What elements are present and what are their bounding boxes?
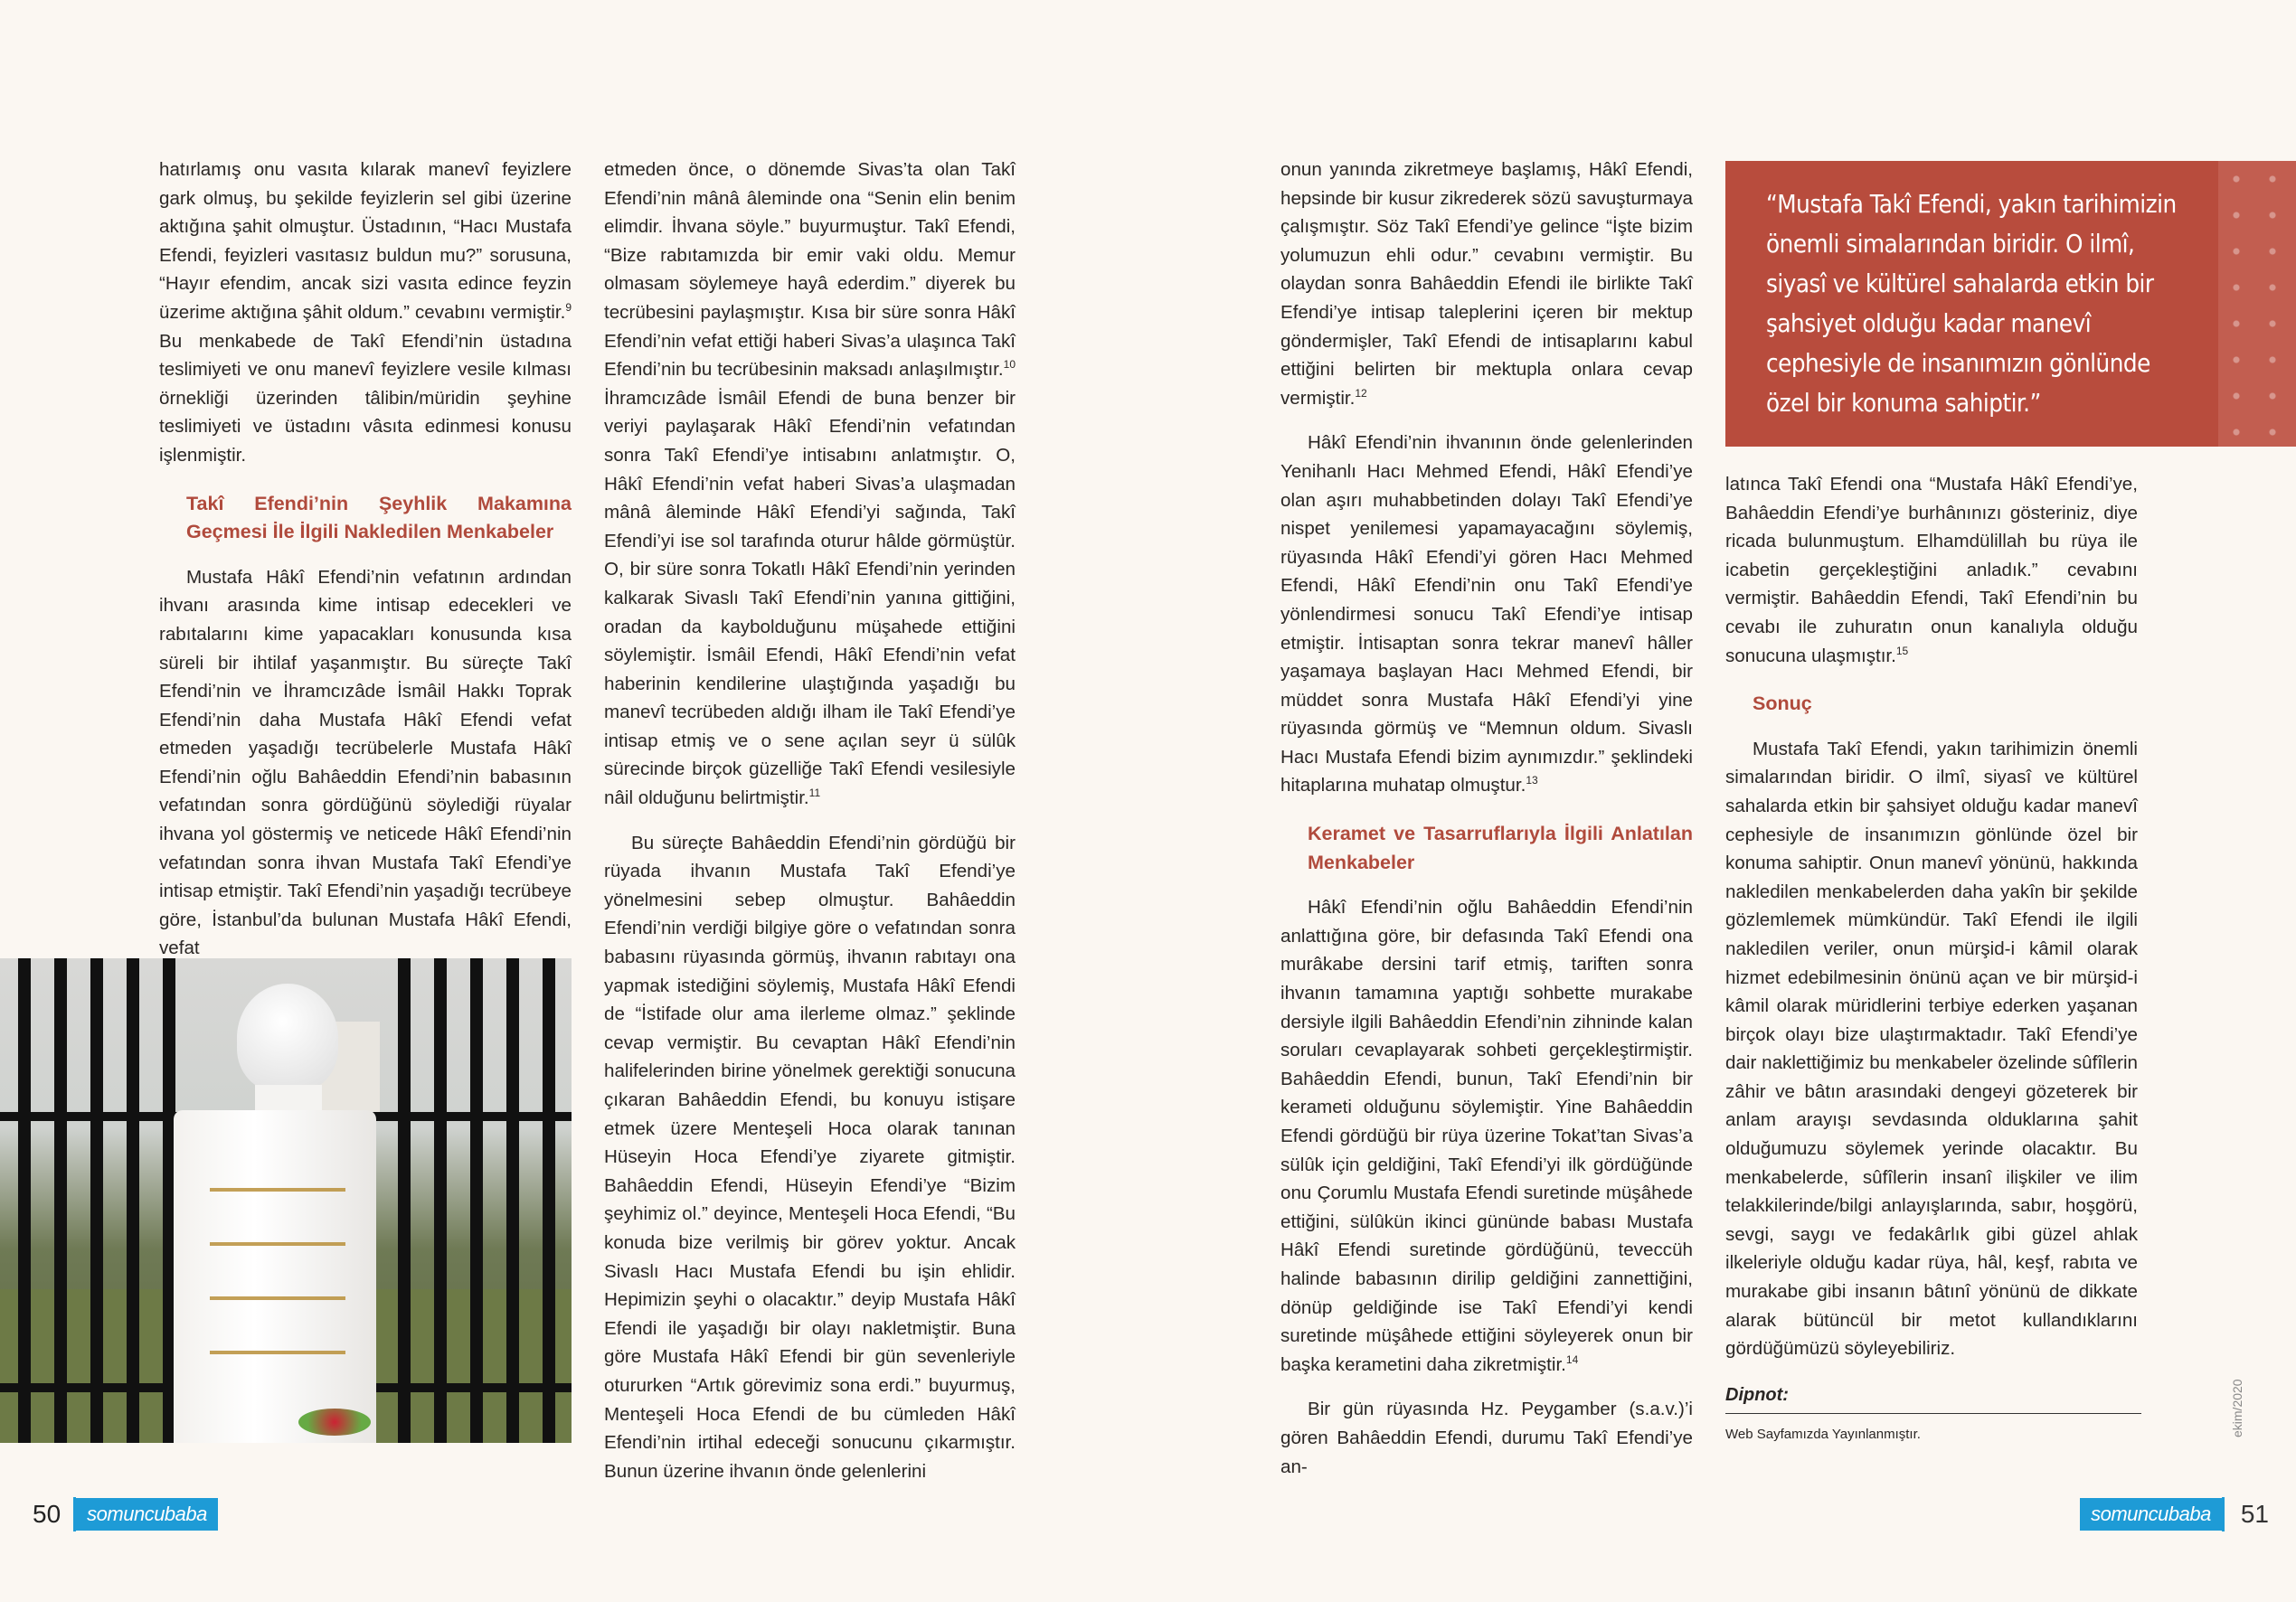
section-heading: Keramet ve Tasarruflarıyla İlgili Anlatılan Menkabeler (1308, 823, 1693, 873)
footnote-text: Web Sayfamızda Yayınlanmıştır. (1725, 1427, 1921, 1443)
folio-right (2080, 1497, 2296, 1531)
folio-left (0, 1497, 218, 1531)
paragraph: Mustafa Hâkî Efendi’nin vefatının ardından ihvanı arasında kime intisap edecekleri ve rabıtalarını kime yapacakları konusunda kısa süreli bir ihtilaf yaşanmıştır. Bu süreçte Takî Efendi’nin ve İhramcızâde İsmâil Hakkı Toprak Efendi’nin daha Mustafa Hâkî Efendi vefat etmeden yaşadığı tecrübelerle Mustafa Hâkî Efendi’nin oğlu Bahâeddin Efendi’nin babasının vefatından sonra gördüğünü söylediği rüyalar ihvana yol göstermiş ve neticede Hâkî Efendi’nin vefatından sonra ihvan Mustafa Takî Efendi’ye intisap etmiştir. Takî Efendi’nin yaşadığı tecrübeye göre, İstanbul’da bulunan Mustafa Hâkî Efendi, vefat (159, 566, 572, 959)
paragraph: onun yanında zikretmeye başlamış, Hâkî Efendi, hepsinde bir kusur zikrederek sözü savuşturmaya çalışmıştır. Söz Takî Efendi’ye gelince “İşte bizim yolumuzun ehli odur.” cevabını vermiştir. Bu olaydan sonra Bahâeddin Efendi ile birlikte Takî Efendi’ye intisap taleplerini içeren bir mektup göndermişler, Takî Efendi de intisaplarını kabul ettiğini belirten bir mektupla onlara cevap vermiştir.$^{12}$ (1280, 159, 1693, 409)
paragraph: Mustafa Takî Efendi, yakın tarihimizin önemli simalarından biridir. O ilmî, siyasî ve kültürel sahalarda etkin bir şahsiyet olduğu kadar manevî cephesiyle de insanımızın gönlünde özel bir konuma sahiptir. Onun manevî yönünü, hakkında nakledilen menkabelerden daha yakîn bir şekilde gözlemlemek mümkündür. Takî Efendi ile ilgili nakledilen veriler, onun mürşid-i kâmil olarak hizmet edebilmesinin önünü açan ve bir mürşid-i kâmil olarak müridlerini terbiye ederken yaşanan birçok olayı bize ulaştırmaktadır. Takî Efendi’ye dair naklettiğimiz bu menkabeler özelinde sûfîlerin zâhir ve bâtın arasındaki dengeyi gözeterek bir anlam arayışı sevdasında olduklarına şahit olduğumuzu söylemek yerinde olacaktır. Bu menkabelerde, sûfîlerin insanî ilişkiler ve ilim telakkilerinde/bilgi anlayışlarında, sabır, hoşgörü, sevgi, saygı ve fedakârlık gibi güzel ahlak ilkeleriyle olduğu kadar rüya, hâl, keşf, rabıta ve murakabe gibi insanın bâtınî yönünü de dikkate alarak bütüncül bir metot kullandıklarını gördüğümüzü söyleyebiliriz. (1725, 738, 2138, 1360)
column-1 (159, 155, 572, 963)
column-4 (1725, 470, 2138, 1445)
section-heading: Sonuç (1753, 693, 1812, 715)
paragraph: Bir gün rüyasında Hz. Peygamber (s.a.v.)’i gören Bahâeddin Efendi, durumu Takî Efendi’ye an- (1280, 1399, 1693, 1477)
ornament-pattern (2218, 161, 2296, 447)
paragraph: Hâkî Efendi’nin ihvanının önde gelenlerinden Yenihanlı Hacı Mehmed Efendi, Hâkî Efendi’ye olan aşırı muhabbetinden dolayı Takî Efendi’ye nispet yenilemesi yapamayacağını söylemiş, rüyasında Hâkî Efendi’yi gören Hacı Mehmed Efendi, Hâkî Efendi’nin onu Takî Efendi’ye yönlendirmesi sonucu Takî Efendi’ye intisap etmiştir. İntisaptan sonra tekrar manevî hâller yaşamaya başlayan Hacı Mehmed Efendi, bir müddet sonra Mustafa Hâkî Efendi’yi yine rüyasında görmüş ve “Memnun oldum. Sivaslı Hacı Mustafa Efendi bizim aynımızdır.” şeklindeki hitaplarına muhatap olmuştur.$^{13}$ (1280, 432, 1693, 796)
section-heading: Takî Efendi’nin Şeyhlik Makamına Geçmesi İle İlgili Nakledilen Menkabeler (186, 492, 572, 543)
paragraph: Hâkî Efendi’nin oğlu Bahâeddin Efendi’nin anlattığına göre, bir defasında Takî Efendi ona murâkabe dersini tarif etmiş, tariften sonra ihvanın tamamına yaptığı sohbette murakabe dersiyle ilgili Bahâeddin Efendi’nin zihninde kalan soruları cevaplayarak sohbeti gerçekleştirmiştir. Bahâeddin Efendi, bunun, Takî Efendi’nin bir kerameti olduğunu söylemiştir. Yine Bahâeddin Efendi gördüğü bir rüya üzerine Tokat’tan Sivas’a sülûk için geldiğini, Takî Efendi’yi ilk gördüğünde onu Çorumlu Mustafa Efendi suretinde müşâhede ettiğini, sülûkün ikinci gününde babası Mustafa Hâkî Efendi suretinde gördüğünü, teveccüh halinde babasının dirilip geldiğini zannettiğini, dönüp geldiğinde ise Takî Efendi’yi kendi suretinde müşâhede ettiğini söyleyerek onun bir başka kerametini daha zikretmiştir.$^{14}$ (1280, 897, 1693, 1375)
brand-logo: somuncubaba (76, 1498, 218, 1531)
paragraph: etmeden önce, o dönemde Sivas’ta olan Takî Efendi’nin mânâ âleminde ona “Senin elin benim elimdir. İhvana söyle.” buyurmuştur. Takî Efendi, “Bize rabıtamızda bir emir vaki oldu. Memur olmasam söylemeye hayâ ederdim.” diyerek bu tecrübesini paylaşmıştır. Kısa bir süre sonra Hâkî Efendi’nin vefat ettiği haberi Sivas’a ulaşınca Takî Efendi’nin bu tecrübesinin maksadı anlaşılmıştır.$^{10}$ İhramcızâde İsmâil Efendi de buna benzer bir veriyi paylaşarak Hâkî Efendi’nin vefatından sonra Takî Efendi’ye intisabını anlatmıştır. O, Hâkî Efendi’nin vefat haberi Sivas’a ulaşmadan mânâ âleminde Hâkî Efendi’yi sağında, Takî Efendi’yi ise sol tarafında oturur hâlde görmüştür. O, bir süre sonra Tokatlı Hâkî Efendi’nin yerinden kalkarak Sivaslı Takî Efendi’nin yanına gittiğini, oradan da kaybolduğunu müşahede ettiğini söylemiştir. İsmâil Efendi, Hâkî Efendi’nin vefat haberinin kendilerine ulaştığında yaşadığı bu manevî tecrübeden aldığı ilham ile Takî Efendi’ye intisap etmiş ve o sene açılan seyr ü sülûk sürecinde birçok güzelliğe Takî Efendi vesilesiyle nâil olduğunu belirtmiştir.$^{11}$ (604, 159, 1016, 809)
footnote-title: Dipnot: (1725, 1384, 1789, 1405)
page-number: 51 (2240, 1500, 2269, 1528)
column-2 (604, 155, 1016, 1485)
paragraph: Bu süreçte Bahâeddin Efendi’nin gördüğü bir rüyada ihvanın Mustafa Takî Efendi’ye yönelmesini sebep olmuştur. Bahâeddin Efendi’nin verdiği bilgiye göre o vefatından sonra babasını rüyasında görmüş, ihvanın rabıtayı ona yapmak istediğini söylemiş, Mustafa Hâkî Efendi de “İstifade olur ama ilerleme olmaz.” şeklinde cevap vermiştir. Bu cevaptan Hâkî Efendi’nin halifelerinden birine yönelmek gerektiği sonucuna çıkaran Bahâeddin Efendi, bu konuyu istişare etmek üzere Menteşeli Hoca olarak tanınan Hüseyin Hoca Efendi’ye ziyarete gitmiştir. Bahâeddin Efendi, Hüseyin Efendi’ye “Bizim şeyhimiz ol.” deyince, Menteşeli Hoca Efendi, “Bu konuda bize verilmiş bir görev yoktur. Ancak Sivaslı Hacı Mustafa Efendi bu işin ehlidir. Hepimizin şeyhi o olacaktır.” deyip Mustafa Hâkî Efendi ile yaşadığı bir olayı nakletmiştir. Buna göre Mustafa Hâkî Efendi bir gün sevenleriyle otururken “Artık görevimiz sona erdi.” buyurmuş, Menteşeli Hoca Efendi de bu cümleden Hâkî Efendi’nin irtihal edeceği sonucunu çıkarmıştır. Bunun üzerine ihvanın önde gelenlerini (604, 832, 1016, 1482)
quote-text: “Mustafa Takî Efendi, yakın tarihimizin önemli simalarından biridir. O ilmî, siyasî ve kültürel sahalarda etkin bir şahsiyet olduğu kadar manevî cephesiyle de insanımızın gönlünde özel bir konuma sahiptir.” (1766, 190, 2177, 418)
paragraph: latınca Takî Efendi ona “Mustafa Hâkî Efendi’ye, Bahâeddin Efendi’ye burhânınızı gösteriniz, diye ricada bulunmuştum. Elhamdülillah bu rüya ile icabetin gerçekleştiğini anladık.” cevabını vermiştir. Bahâeddin Efendi, Takî Efendi’nin bu cevabı ile zuhuratın onun kanalıyla olduğu sonucuna ulaşmıştır.$^{15}$ (1725, 474, 2138, 666)
paragraph: hatırlamış onu vasıta kılarak manevî feyizlere gark olmuş, bu şekilde feyizlerin sel gibi üzerine aktığına şahit olmuştur. Üstadının, “Hacı Mustafa Efendi, feyizleri vasıtasız buldun mu?” sorusuna, “Hayır efendim, ancak sizi vasıta edince feyzin üzerime aktığına şâhit oldum.” cevabını vermiştir.$^9$ Bu menkabede de Takî Efendi’nin üstadına teslimiyeti ve onu manevî feyizlere vesile kılması örnekliği üzerinden tâlibin/müridin şeyhine teslimiyeti ve üstadını vâsıta edinmesi konusu işlenmiştir. (159, 159, 572, 466)
pull-quote (1725, 161, 2296, 447)
column-3 (1280, 155, 1693, 1481)
brand-logo: somuncubaba (2080, 1498, 2222, 1531)
page-number: 50 (0, 1500, 73, 1529)
issue-date: ekim/2020 (2230, 1379, 2244, 1437)
footnote-rule (1725, 1413, 2141, 1414)
tombstone-photo (0, 958, 572, 1443)
